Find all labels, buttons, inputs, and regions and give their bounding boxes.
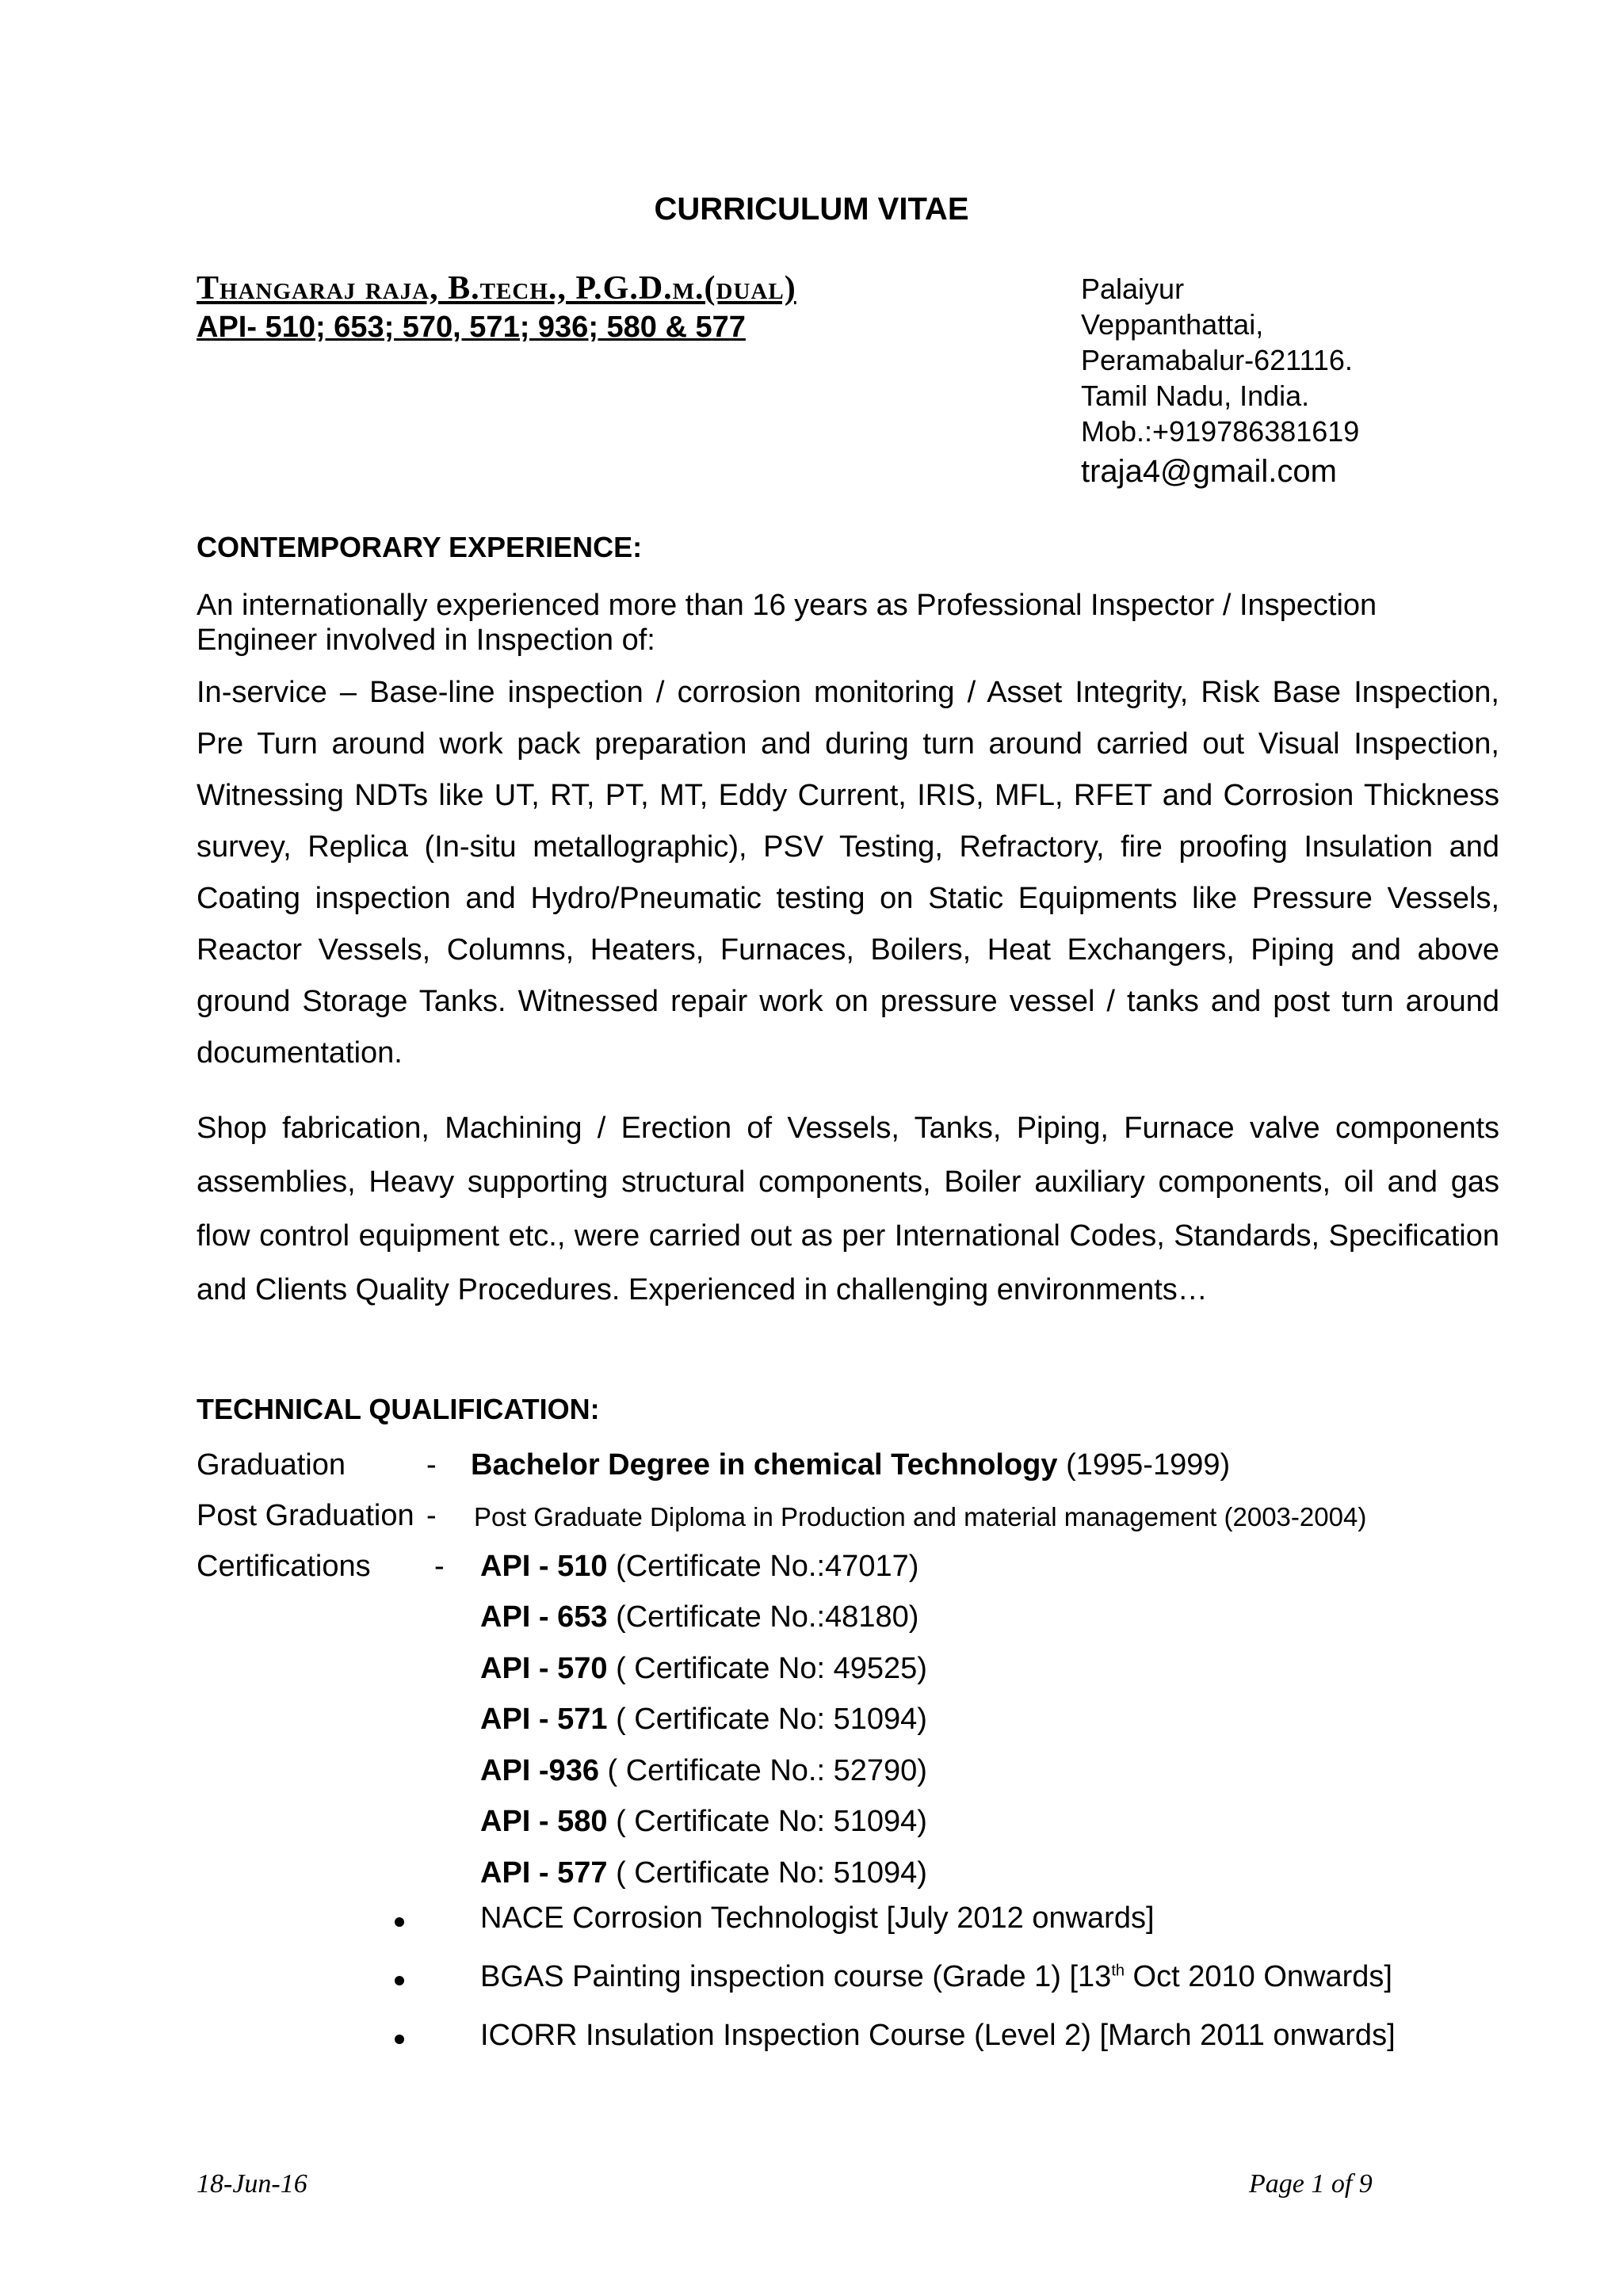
experience-paragraph-1: In-service – Base-line inspection / corrosion monitoring / Asset Integrity, Risk Base Inspection, Pre Turn around work pack preparation and during turn around carried out Visual Inspection, Witnessing NDTs like UT, RT, PT, MT, Eddy Current, IRIS, MFL, RFET and Corrosion Thickness survey, Replica (In-situ metallographic), PSV Testing, Refractory, fire proofing Insulation and Coating inspection and Hydro/Pneumatic testing on Static Equipments like Pressure Vessels, Reactor Vessels, Columns, Heaters, Furnaces, Boilers, Heat Exchangers, Piping and above ground Storage Tanks. Witnessed repair work on pressure vessel / tanks and post turn around documentation. <box>197 676 1499 1070</box>
cert-api-577 <box>480 1856 927 1890</box>
graduation-value <box>471 1448 1230 1482</box>
graduation-years: (1995-1999) <box>1066 1448 1231 1482</box>
post-graduation-value: Post Graduate Diploma in Production and material management (2003-2004) <box>474 1502 1367 1531</box>
bgas-text-start: BGAS Painting inspection course (Grade 1) [13 <box>480 1960 1112 1993</box>
bullet-text <box>480 1960 1392 1994</box>
experience-paragraph-2: Shop fabrication, Machining / Erection of Vessels, Tanks, Piping, Furnace valve components assemblies, Heavy supporting structural components, Boiler auxiliary components, oil and gas flow control equipment etc., were carried out as per International Codes, Standards, Specification and Clients Quality Procedures. Experienced in challenging environments… <box>197 1112 1499 1306</box>
mobile-number: Mob.:+919786381619 <box>1081 415 1360 448</box>
experience-heading: CONTEMPORARY EXPERIENCE: <box>197 531 643 563</box>
cert-api-570 <box>480 1652 927 1686</box>
cert-detail: ( Certificate No.: 52790) <box>598 1754 927 1787</box>
post-graduation-label: Post Graduation <box>197 1499 414 1532</box>
footer-date: 18-Jun-16 <box>197 2169 307 2199</box>
cert-detail: ( Certificate No: 51094) <box>607 1856 927 1890</box>
graduation-degree: Bachelor Degree in chemical Technology <box>471 1448 1058 1482</box>
cert-detail: (Certificate No.:48180) <box>607 1600 919 1634</box>
cert-api-510 <box>480 1550 918 1584</box>
footer-page-number: Page 1 of 9 <box>1249 2169 1373 2199</box>
bullet-text: NACE Corrosion Technologist [July 2012 onwards] <box>480 1901 1155 1935</box>
cert-code: API - 570 <box>480 1652 608 1685</box>
cert-api-653 <box>480 1600 918 1634</box>
address-line-4: Tamil Nadu, India. <box>1081 379 1310 412</box>
experience-intro: An internationally experienced more than 16 years as Professional Inspector / Inspection Engineer involved in Inspection of: <box>197 589 1377 657</box>
graduation-label: Graduation <box>197 1448 346 1482</box>
bullet-dot-icon <box>395 1917 404 1927</box>
cert-detail: (Certificate No.:47017) <box>607 1550 919 1583</box>
document-title: CURRICULUM VITAE <box>654 192 969 227</box>
cert-code: API - 571 <box>480 1703 608 1736</box>
cert-code: API -936 <box>480 1754 599 1787</box>
cert-detail: ( Certificate No: 49525) <box>607 1652 927 1685</box>
bgas-superscript: th <box>1111 1962 1125 1980</box>
cert-api-571 <box>480 1703 927 1737</box>
contact-address <box>1081 271 1359 494</box>
bullet-dot-icon <box>395 1976 404 1985</box>
cert-detail: ( Certificate No: 51094) <box>607 1703 927 1736</box>
qualification-heading: TECHNICAL QUALIFICATION: <box>197 1393 600 1425</box>
cert-code: API - 653 <box>480 1600 608 1634</box>
cert-api-580 <box>480 1805 927 1839</box>
post-graduation-dash: - <box>426 1499 437 1532</box>
certifications-label: Certifications <box>197 1550 371 1583</box>
api-certifications-line: API- 510; 653; 570, 571; 936; 580 & 577 <box>197 311 746 344</box>
address-line-3: Peramabalur-621116. <box>1081 344 1353 376</box>
bullet-dot-icon <box>395 2035 404 2044</box>
certifications-dash: - <box>434 1550 445 1583</box>
bgas-text-end: Oct 2010 Onwards] <box>1125 1960 1392 1993</box>
address-line-2: Veppanthattai, <box>1081 308 1264 341</box>
cert-api-936 <box>480 1754 927 1788</box>
graduation-dash: - <box>426 1448 437 1482</box>
cert-code: API - 577 <box>480 1856 608 1890</box>
bullet-text: ICORR Insulation Inspection Course (Level 2) [March 2011 onwards] <box>480 2019 1396 2052</box>
cert-code: API - 510 <box>480 1550 608 1583</box>
cert-code: API - 580 <box>480 1805 608 1838</box>
email-address: traja4@gmail.com <box>1081 454 1337 489</box>
address-line-1: Palaiyur <box>1081 273 1185 305</box>
cert-detail: ( Certificate No: 51094) <box>607 1805 927 1838</box>
candidate-name: Thangaraj raja, B.tech., P.G.D.m.(dual) <box>197 270 796 307</box>
